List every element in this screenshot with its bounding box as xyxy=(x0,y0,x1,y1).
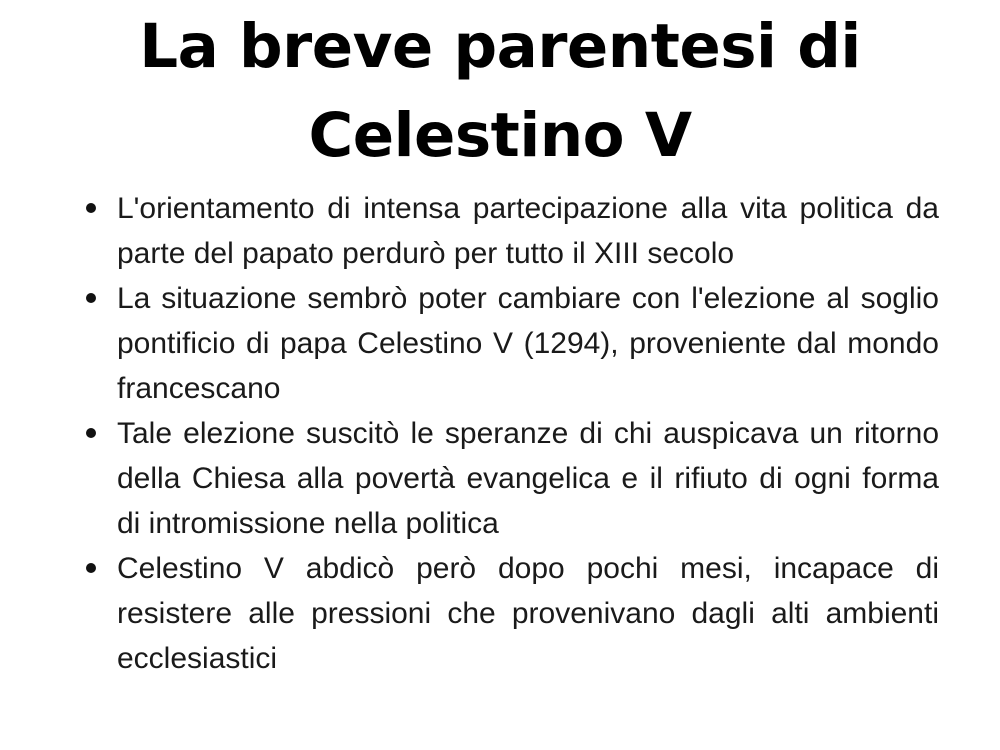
slide-title: La breve parentesi di Celestino V xyxy=(139,11,861,171)
bullet-dot-icon xyxy=(86,563,96,573)
bullet-list xyxy=(117,186,939,681)
bullet-dot-icon xyxy=(86,203,96,213)
bullet-dot-icon xyxy=(86,428,96,438)
bullet-item xyxy=(117,276,939,411)
bullet-text: Tale elezione suscitò le speranze di chi auspicava un ritorno della Chiesa alla povertà evangelica e il rifiuto di ogni forma di intromissione nella politica xyxy=(117,417,939,540)
bullet-text: La situazione sembrò poter cambiare con l'elezione al soglio pontificio di papa Celestino V (1294), proveniente dal mondo francescano xyxy=(117,282,939,405)
bullet-item xyxy=(117,546,939,681)
bullet-item xyxy=(117,411,939,546)
bullet-dot-icon xyxy=(86,293,96,303)
bullet-item xyxy=(117,186,939,276)
bullet-text: L'orientamento di intensa partecipazione alla vita politica da parte del papato perdurò per tutto il XIII secolo xyxy=(117,192,939,270)
bullet-text: Celestino V abdicò però dopo pochi mesi, incapace di resistere alle pressioni che provenivano dagli alti ambienti ecclesiastici xyxy=(117,552,939,675)
